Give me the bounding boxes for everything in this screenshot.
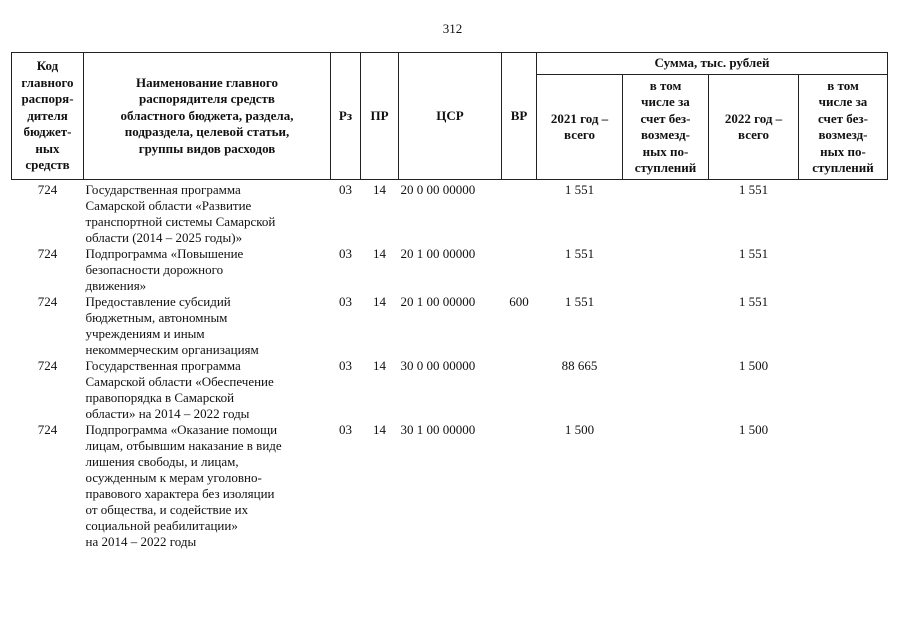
name-line: некоммерческим организациям [85,342,259,357]
table-row [12,422,888,550]
header-line: главного [21,74,74,90]
cell-name [84,358,331,422]
name-line: правового характера без изоляции [85,486,275,501]
cell-2022-total: 1 551 [738,182,769,197]
header-line: возмезд- [818,127,868,142]
cell-csr: 20 1 00 00000 [400,246,476,261]
page-number: 312 [442,21,463,36]
cell-2021-free [623,422,709,550]
header-line: в том [649,77,682,93]
name-line: социальной реабилитации» [85,518,238,533]
header-line: числе за [641,94,690,109]
header-2022-total-lines [711,111,796,144]
header-line: всего [738,127,769,142]
name-line: от общества, и содействие их [85,502,249,517]
name-line: безопасности дорожного [85,262,224,277]
name-line: Подпрограмма «Оказание помощи [85,422,278,437]
cell-code: 724 [37,246,58,261]
header-line: бюджет- [23,124,72,140]
header-2021-free [623,75,709,180]
header-line: средств [25,157,70,173]
header-code [12,53,84,180]
cell-2021-total: 1 551 [564,246,595,261]
name-line: лицам, отбывшим наказание в виде [85,438,282,453]
header-line: в том [827,77,859,93]
header-rz: Рз [331,53,361,180]
name-line: бюджетным, автономным [85,310,228,325]
name-line: движения» [85,278,147,293]
cell-vr [502,180,537,247]
cell-rz: 03 [339,294,352,309]
cell-2022-total: 1 500 [738,358,769,373]
header-line: ных по- [820,143,866,159]
header-line: счет без- [640,110,691,126]
cell-2021-total: 1 551 [564,182,595,197]
name-line: области» на 2014 – 2022 годы [85,406,250,421]
header-line: счет без- [818,110,868,126]
header-line: 2022 год – [724,110,783,126]
cell-2021-total: 1 500 [564,422,595,437]
header-line: распоря- [21,91,74,107]
cell-2022-total: 1 500 [738,422,769,437]
header-line: всего [564,127,595,142]
cell-code: 724 [37,182,58,197]
table-row [12,294,888,358]
header-2021-free-lines [625,78,706,177]
header-line: распорядителя средств [139,91,275,107]
name-line: Государственная программа [85,358,241,373]
cell-rz: 03 [339,358,352,373]
cell-2022-free [799,358,888,422]
header-line: Наименование главного [135,74,279,90]
header-2022-free [799,75,888,180]
name-line: Предоставление субсидий [85,294,231,309]
cell-rz: 03 [339,182,352,197]
cell-2021-free [623,358,709,422]
name-line: Самарской области «Обеспечение [85,374,274,389]
cell-name [84,246,331,294]
cell-2021-free [623,294,709,358]
cell-name [84,294,331,358]
name-line: правопорядка в Самарской [85,390,235,405]
table-row [12,180,888,247]
cell-rz: 03 [339,246,352,261]
name-line: осужденным к мерам уголовно- [85,470,262,485]
cell-pr: 14 [373,422,386,437]
cell-csr: 30 0 00 00000 [400,358,476,373]
cell-csr: 30 1 00 00000 [400,422,476,437]
name-line: Подпрограмма «Повышение [85,246,244,261]
header-pr: ПР [361,53,399,180]
table-body [12,180,888,551]
cell-2022-free [799,180,888,247]
header-line: ных [35,140,60,156]
cell-2022-total: 1 551 [738,246,769,261]
name-line: учреждениям и иным [85,326,205,341]
cell-name [84,422,331,550]
header-line: 2021 год – [550,110,609,126]
header-line: областного бюджета, раздела, [120,107,294,123]
budget-table [11,52,888,550]
cell-2021-free [623,180,709,247]
header-line: возмезд- [641,127,690,142]
cell-rz: 03 [339,422,352,437]
cell-pr: 14 [373,246,386,261]
name-line: транспортной системы Самарской [85,214,276,229]
table-row [12,246,888,294]
name-line: на 2014 – 2022 годы [85,534,197,549]
header-vr: ВР [502,53,537,180]
cell-csr: 20 1 00 00000 [400,294,476,309]
cell-2022-free [799,294,888,358]
header-2021-total [537,75,623,180]
header-name-lines [86,75,328,158]
cell-2022-total: 1 551 [738,294,769,309]
name-line: области (2014 – 2025 годы)» [85,230,243,245]
table-row [12,358,888,422]
cell-2021-free [623,246,709,294]
header-csr: ЦСР [399,53,502,180]
cell-pr: 14 [373,182,386,197]
header-line: группы видов расходов [138,140,276,156]
header-code-lines [14,58,81,174]
header-line: подраздела, целевой статьи, [124,124,290,140]
header-line: Код [36,58,59,74]
cell-vr: 600 [509,294,529,309]
cell-2022-free [799,246,888,294]
header-line: ных по- [642,143,689,159]
header-2022-free-lines [801,78,885,177]
cell-pr: 14 [373,358,386,373]
header-2021-total-lines [539,111,620,144]
name-line: Самарской области «Развитие [85,198,252,213]
cell-2022-free [799,422,888,550]
header-name [84,53,331,180]
header-2022-total [709,75,799,180]
cell-code: 724 [37,294,58,309]
header-line: ступлений [634,160,697,175]
cell-code: 724 [37,358,58,373]
header-sum-group: Сумма, тыс. рублей [537,53,888,75]
name-line: лишения свободы, и лицам, [85,454,239,469]
cell-vr [502,358,537,422]
name-line: Государственная программа [85,182,241,197]
cell-code: 724 [37,422,58,437]
header-line: ступлений [812,160,874,175]
cell-2021-total: 1 551 [564,294,595,309]
cell-vr [502,422,537,550]
cell-2021-total: 88 665 [561,358,598,373]
cell-csr: 20 0 00 00000 [400,182,476,197]
cell-vr [502,246,537,294]
header-line: дителя [27,107,68,123]
header-line: числе за [818,94,868,109]
cell-name [84,180,331,247]
cell-pr: 14 [373,294,386,309]
